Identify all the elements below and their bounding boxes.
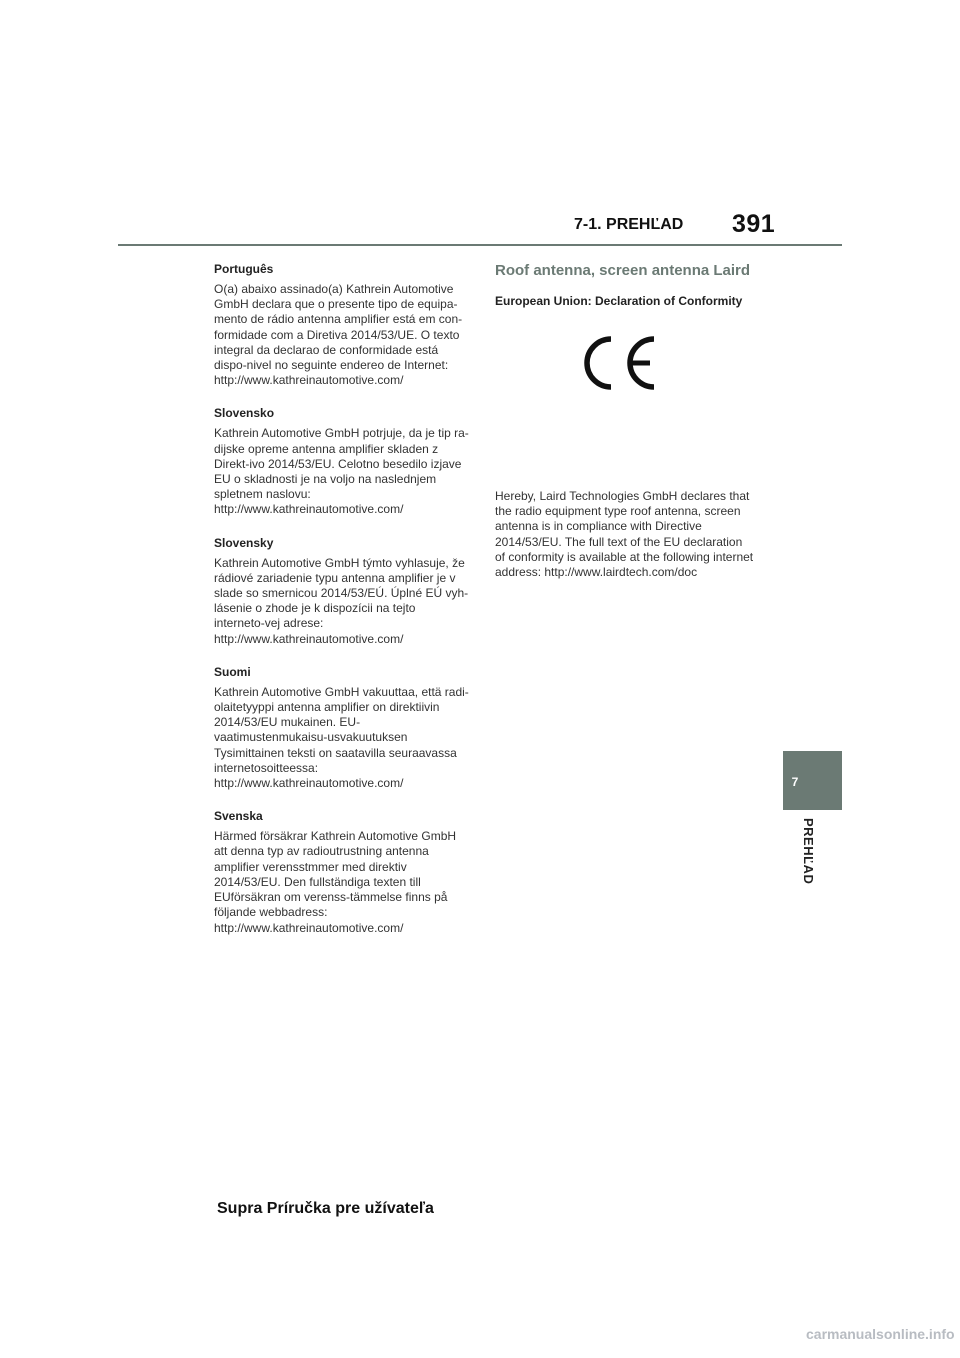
lang-text: Kathrein Automotive GmbH potrjuje, da je tip ra-dijske opreme antenna amplifier skladen z Direkt-ivo 2014/53/EU. Celotno besedilo izjave EU o skladnosti je na voljo na naslednjem spletnem naslovu: http://www.kathreinautomotive.com/ <box>214 426 469 517</box>
lang-text: Kathrein Automotive GmbH týmto vyhlasuje, že rádiové zariadenie typu antenna amplifier je v slade so smernicou 2014/53/EÚ. Úplné EÚ vyh-lásenie o zhode je k dispozícii na tejto interneto-vej adrese: http://www.kathreinautomotive.com/ <box>214 555 469 646</box>
left-column <box>214 262 469 936</box>
section-title: Roof antenna, screen antenna Laird <box>495 262 751 279</box>
header-rule <box>118 244 842 246</box>
chapter-number: 7 <box>791 775 799 789</box>
ce-mark <box>495 335 755 405</box>
lang-text: Härmed försäkrar Kathrein Automotive GmbH att denna typ av radioutrustning antenna amplifier verensstmmer med direktiv 2014/53/EU. Den fullständiga texten till EUförsäkran om verenss-tämmelse finns på följande webbadress: http://www.kathreinautomotive.com/ <box>214 829 457 935</box>
lang-block-suomi <box>214 665 469 791</box>
lang-heading: Suomi <box>214 664 251 679</box>
lang-heading: Svenska <box>214 809 263 824</box>
ce-mark-icon <box>584 335 656 391</box>
right-column <box>495 262 755 580</box>
chapter-tab <box>783 751 842 810</box>
lang-block-portugues <box>214 262 469 388</box>
watermark: carmanualsonline.info <box>806 1326 955 1342</box>
header-section-title: 7-1. PREHĽAD <box>574 216 684 233</box>
lang-block-svenska <box>214 809 469 935</box>
lang-heading: Slovensko <box>214 406 275 421</box>
lang-block-slovensky <box>214 536 469 647</box>
lang-block-slovensko <box>214 406 469 517</box>
footer-title: Supra Príručka pre užívateľa <box>217 1200 434 1217</box>
chapter-side-label: PREHĽAD <box>801 818 816 885</box>
lang-text: O(a) abaixo assinado(a) Kathrein Automotive GmbH declara que o presente tipo de equipa-mento de rádio antenna amplifier está em con-formidade com a Diretiva 2014/53/UE. O texto integral da declarao de conformidade está dispo-nivel no seguinte endereo de Internet: http://www.kathreinautomotive.com/ <box>214 282 463 388</box>
page-number: 391 <box>732 210 776 238</box>
section-subtitle: European Union: Declaration of Conformity <box>495 294 743 308</box>
lang-text: Kathrein Automotive GmbH vakuuttaa, että radi-olaitetyyppi antenna amplifier on direktiivin 2014/53/EU mukainen. EU-vaatimustenmukaisu-usvakuutuksen Tysimittainen teksti on saatavilla seuraavassa internetosoitteessa: http://www.kathreinautomotive.com/ <box>214 684 469 791</box>
lang-heading: Slovensky <box>214 535 274 550</box>
lang-heading: Português <box>214 262 274 276</box>
declaration-text: Hereby, Laird Technologies GmbH declares that the radio equipment type roof antenna, screen antenna is in compliance with Directive 2014/53/EU. The full text of the EU declaration of conformity is available at the following internet address: http://www.lairdtech.com/doc <box>495 489 754 580</box>
